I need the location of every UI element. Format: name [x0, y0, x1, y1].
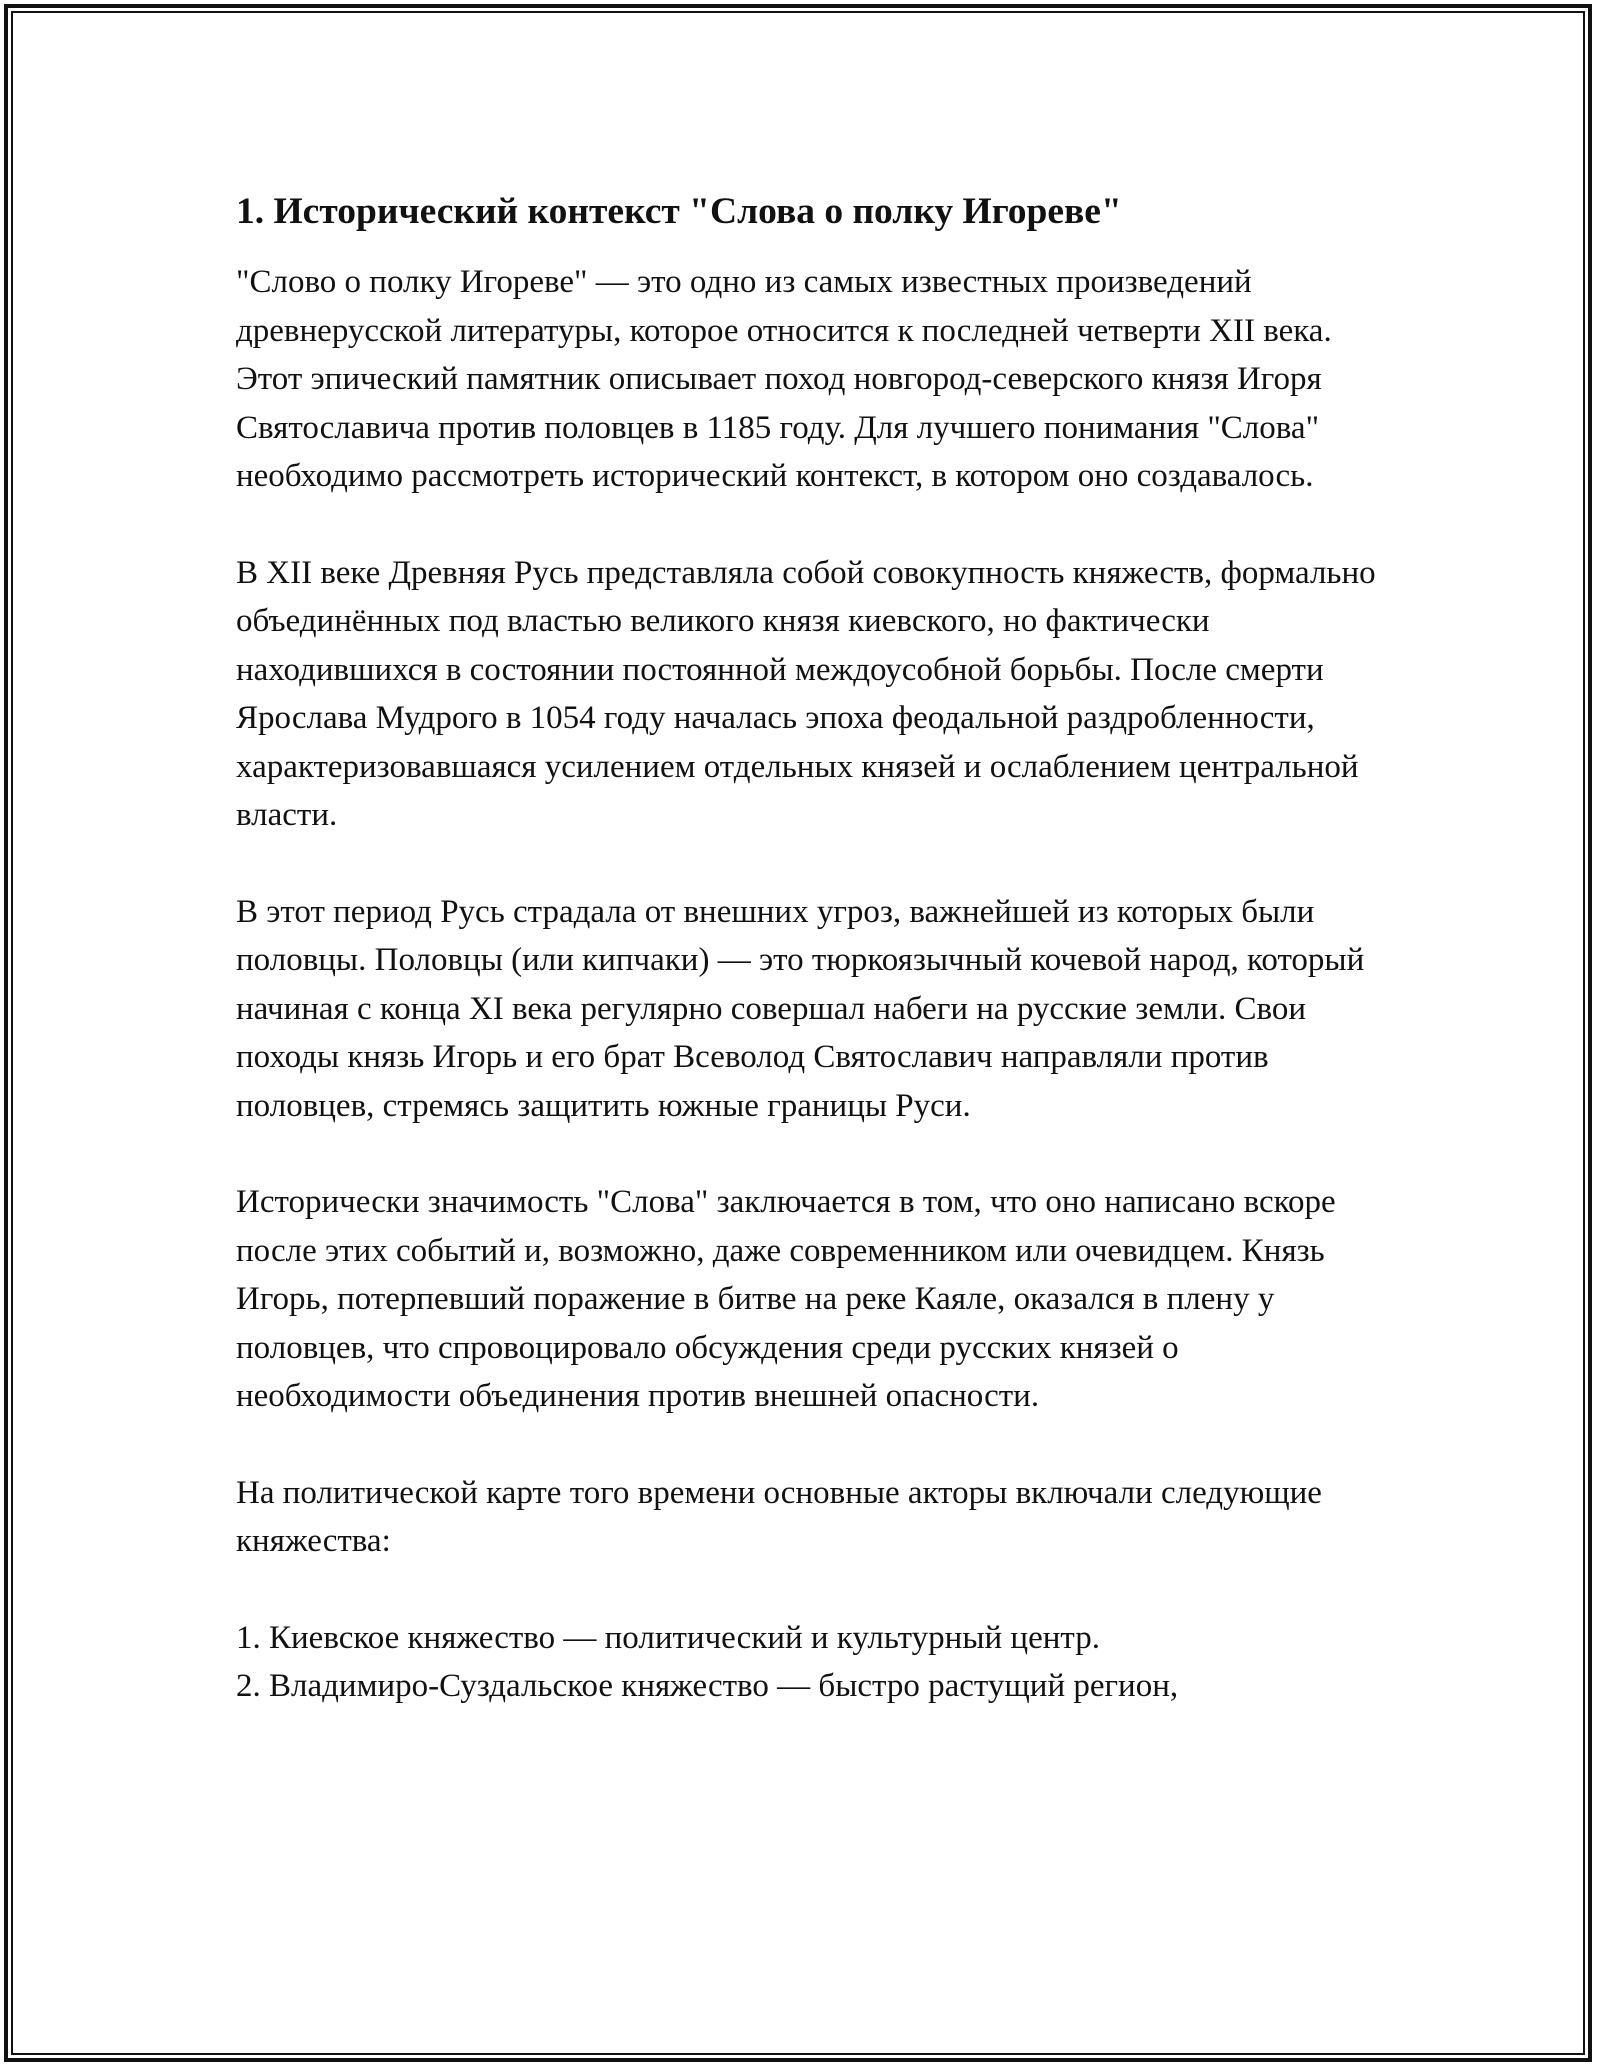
- paragraph-polovtsy: В этот период Русь страдала от внешних угроз, важнейшей из которых были половцы. Половцы (или кипчаки) — это тюркоязычный кочевой народ, который начиная с конца XI века регулярно совершал набеги на русские земли. Свои походы князь Игорь и его брат Всеволод Святославич направляли против половцев, стремясь защитить южные границы Руси.: [236, 893, 1365, 1124]
- paragraph-political-map: На политической карте того времени основные акторы включали следующие княжества:: [236, 1474, 1322, 1559]
- document-body: [236, 188, 1376, 1711]
- list-item: 2. Владимиро-Суздальское княжество — быстро растущий регион,: [236, 1668, 1179, 1704]
- section-title: 1. Исторический контекст "Слова о полку Игореве": [236, 191, 1122, 232]
- principalities-list: [236, 1614, 1376, 1711]
- paragraph-fragmentation: В XII веке Древняя Русь представляла собой совокупность княжеств, формально объединённых под властью великого князя киевского, но фактически находившихся в состоянии постоянной междоусобной борьбы. После смерти Ярослава Мудрого в 1054 году началась эпоха феодальной раздробленности, характеризовавшаяся усилением отдельных князей и ослаблением центральной власти.: [236, 554, 1376, 833]
- paragraph-intro: "Слово о полку Игореве" — это одно из самых известных произведений древнерусской литературы, которое относится к последней четверти XII века. Этот эпический памятник описывает поход новгород-северского князя Игоря Святославича против половцев в 1185 году. Для лучшего понимания "Слова" необходимо рассмотреть исторический контекст, в котором оно создавалось.: [236, 264, 1332, 494]
- list-item: 1. Киевское княжество — политический и культурный центр.: [236, 1619, 1100, 1656]
- paragraph-significance: Исторически значимость "Слова" заключается в том, что оно написано вскоре после этих событий и, возможно, даже современником или очевидцем. Князь Игорь, потерпевший поражение в битве на реке Каяле, оказался в плену у половцев, что спровоцировало обсуждения среди русских князей о необходимости объединения против внешней опасности.: [236, 1184, 1336, 1414]
